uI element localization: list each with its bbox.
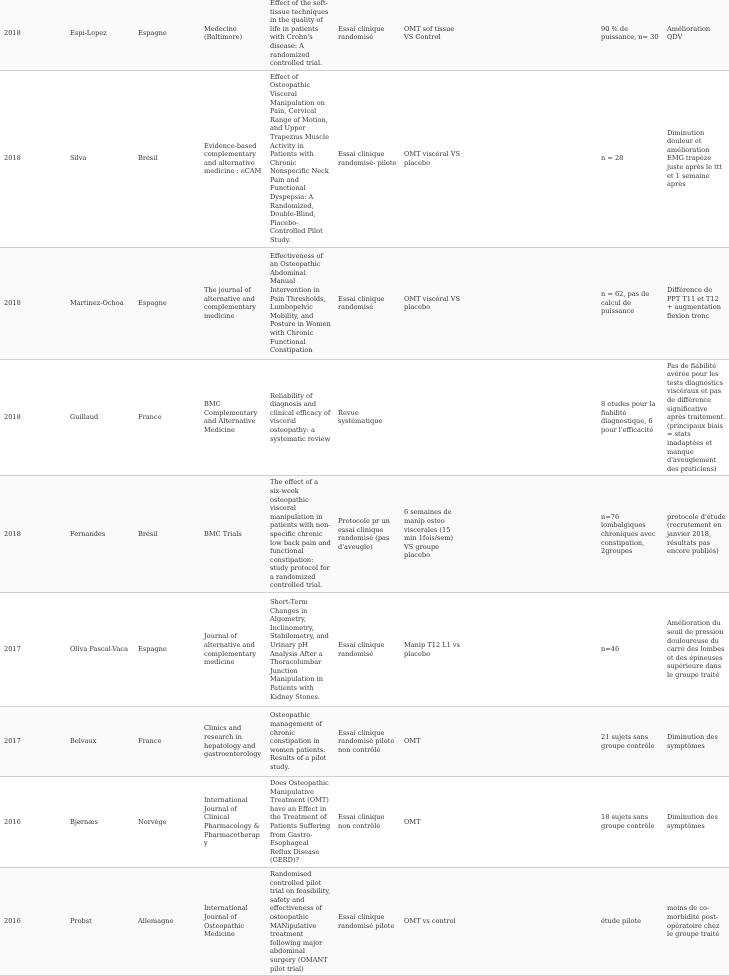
country-cell: Espagne xyxy=(134,0,200,70)
author-cell: Espi-Lopez xyxy=(66,0,134,70)
study-type-cell: Protocole pr un essai clinique randomisé (pas d'aveugle) xyxy=(334,476,400,593)
country-cell: France xyxy=(134,707,200,777)
table-row xyxy=(0,868,729,976)
table-row xyxy=(0,70,729,247)
author-cell: Fernandes xyxy=(66,476,134,593)
results-cell: Diminution douleur et amélioration EMG trapèze juste après le ttt et 1 semaine après xyxy=(663,70,729,247)
author-cell: Belvaux xyxy=(66,707,134,777)
year-cell: 2016 xyxy=(0,868,66,976)
study-type-cell: Essai clinique non contrôlé xyxy=(334,777,400,868)
sample-cell: n = 28 xyxy=(597,70,663,247)
country-cell: Allemagne xyxy=(134,868,200,976)
journal-cell: Evidence-based complementary and alternative medicine : eCAM xyxy=(200,70,266,247)
results-cell: protocole d'étude (recrutement en janvier 2018, résultats pas encore publiés) xyxy=(663,476,729,593)
author-cell: Martinez-Ochoa xyxy=(66,247,134,359)
results-cell: moins de co-morbidité post-opératoire chez le groupe traité xyxy=(663,868,729,976)
results-cell: Diminution des symptômes xyxy=(663,777,729,868)
country-cell: Espagne xyxy=(134,593,200,707)
year-cell: 2017 xyxy=(0,707,66,777)
empty-cell xyxy=(466,868,597,976)
results-cell: Différence de PPT T11 et T12 + augmentation flexion tronc xyxy=(663,247,729,359)
intervention-cell: Manip T12 L1 vs placebo xyxy=(400,593,466,707)
table-row xyxy=(0,593,729,707)
results-cell: Amélioration QDV xyxy=(663,0,729,70)
sample-cell: 8 etudes pour la fiabilité diagnostique, 6 pour l'efficacité xyxy=(597,359,663,476)
study-type-cell: Essai clinique randomisé- pilote xyxy=(334,70,400,247)
study-type-cell: Essai clinique randomisé pilote xyxy=(334,868,400,976)
study-type-cell: Revue systématique xyxy=(334,359,400,476)
sample-cell: 90 % de puissance, n= 30 xyxy=(597,0,663,70)
intervention-cell xyxy=(400,359,466,476)
study-type-cell: Essai clinique randomisé xyxy=(334,0,400,70)
table-row xyxy=(0,359,729,476)
journal-cell: Clinics and research in hepatology and gastroenterology xyxy=(200,707,266,777)
study-type-cell: Essai clinique randomisé xyxy=(334,593,400,707)
table-row xyxy=(0,247,729,359)
author-cell: Guillaud xyxy=(66,359,134,476)
empty-cell xyxy=(466,247,597,359)
journal-cell: Medecine (Baltimore) xyxy=(200,0,266,70)
journal-cell: International Journal of Clinical Pharmacology & Pharmacotherapy xyxy=(200,777,266,868)
table-row xyxy=(0,476,729,593)
journal-cell: BMC Complementary and Alternative Medicine xyxy=(200,359,266,476)
author-cell: Bjørnæs xyxy=(66,777,134,868)
sample-cell: 18 sujets sans groupe contrôle xyxy=(597,777,663,868)
country-cell: France xyxy=(134,359,200,476)
author-cell: Probst xyxy=(66,868,134,976)
intervention-cell: OMT xyxy=(400,707,466,777)
title-cell: Osteopathic management of chronic constipation in women patients. Results of a pilot study. xyxy=(266,707,334,777)
title-cell: Effectiveness of an Osteopathic Abdominal Manual Intervention in Pain Thresholds, Lumbopelvic Mobility, and Posture in Women with Chronic Functional Constipation xyxy=(266,247,334,359)
year-cell: 2018 xyxy=(0,0,66,70)
results-cell: Amélioration du seuil de pression douloureuse du carré des lombes et des épineuses supérieure dans le groupe traité xyxy=(663,593,729,707)
journal-cell: Journal of alternative and complementary medicine xyxy=(200,593,266,707)
journal-cell: International Journal of Osteopathic Medicine xyxy=(200,868,266,976)
sample-cell: 21 sujets sans groupe contrôle xyxy=(597,707,663,777)
empty-cell xyxy=(466,593,597,707)
intervention-cell: 6 semaines de manip osteo viscerales (15 min 1fois/sem) VS groupe placebo xyxy=(400,476,466,593)
year-cell: 2017 xyxy=(0,593,66,707)
country-cell: Brésil xyxy=(134,70,200,247)
study-type-cell: Essai clinique randomisé xyxy=(334,247,400,359)
title-cell: Effect of the soft-tissue techniques in the quality of life in patients with Crohn's disease: A randomized controlled trial. xyxy=(266,0,334,70)
intervention-cell: OMT viscéral VS placebo xyxy=(400,70,466,247)
intervention-cell: OMT vs control xyxy=(400,868,466,976)
empty-cell xyxy=(466,70,597,247)
year-cell: 2018 xyxy=(0,247,66,359)
journal-cell: The journal of alternative and complementary medicine xyxy=(200,247,266,359)
title-cell: Reliability of diagnosis and clinical efficacy of visceral osteopathy: a systematic review xyxy=(266,359,334,476)
empty-cell xyxy=(466,707,597,777)
title-cell: Effect of Osteopathic Visceral Manipulation on Pain, Cervical Range of Motion, and Upper Trapezius Muscle Activity in Patients with Chronic Nonspecific Neck Pain and Functional Dyspepsia: A Randomized, Double-Blind, Placebo-Controlled Pilot Study. xyxy=(266,70,334,247)
empty-cell xyxy=(466,359,597,476)
sample-cell: n=76 lombalgiques chroniques avec constipation, 2groupes xyxy=(597,476,663,593)
intervention-cell: OMT viscéral VS placebo xyxy=(400,247,466,359)
empty-cell xyxy=(466,0,597,70)
intervention-cell: OMT sof tissue VS Control xyxy=(400,0,466,70)
empty-cell xyxy=(466,777,597,868)
empty-cell xyxy=(466,476,597,593)
author-cell: Oliva Pascal-Vaca xyxy=(66,593,134,707)
results-cell: Diminution des symptômes xyxy=(663,707,729,777)
study-type-cell: Essai clinique randomisé pilote non contrôlé xyxy=(334,707,400,777)
country-cell: Norvège xyxy=(134,777,200,868)
table-row xyxy=(0,707,729,777)
intervention-cell: OMT xyxy=(400,777,466,868)
year-cell: 2016 xyxy=(0,777,66,868)
sample-cell: n=46 xyxy=(597,593,663,707)
year-cell: 2018 xyxy=(0,359,66,476)
journal-cell: BMC Trials xyxy=(200,476,266,593)
title-cell: The effect of a six-week osteopathic visceral manipulation in patients with non-specific chronic low back pain and functional constipation: study protocol for a randomized controlled trial. xyxy=(266,476,334,593)
sample-cell: étude pilote xyxy=(597,868,663,976)
country-cell: Brésil xyxy=(134,476,200,593)
country-cell: Espagne xyxy=(134,247,200,359)
title-cell: Randomised controlled pilot trial on feasibility, safety and effectiveness of osteopathic MANipulative treatment following major abdominal surgery (OMANT pilot trial) xyxy=(266,868,334,976)
sample-cell: n = 62, pas de calcul de puissance xyxy=(597,247,663,359)
table-row xyxy=(0,777,729,868)
author-cell: Silva xyxy=(66,70,134,247)
table-row xyxy=(0,0,729,70)
title-cell: Short-Term Changes in Algometry, Inclinometry, Stabilometry, and Urinary pH Analysis After a Thoracolumbar Junction Manipulation in Patients with Kidney Stones. xyxy=(266,593,334,707)
title-cell: Does Osteopathic Manipulative Treatment (OMT) have an Effect in the Treatment of Patients Suffering from Gastro-Esophageal Reflux Disease (GERD)? xyxy=(266,777,334,868)
results-cell: Pas de fiabilité avérée pour les tests diagnostics viscéraux et pas de différence significative après traitement. (principaux biais = stats inadaptées et manque d'aveuglement des praticiens) xyxy=(663,359,729,476)
year-cell: 2018 xyxy=(0,70,66,247)
year-cell: 2018 xyxy=(0,476,66,593)
